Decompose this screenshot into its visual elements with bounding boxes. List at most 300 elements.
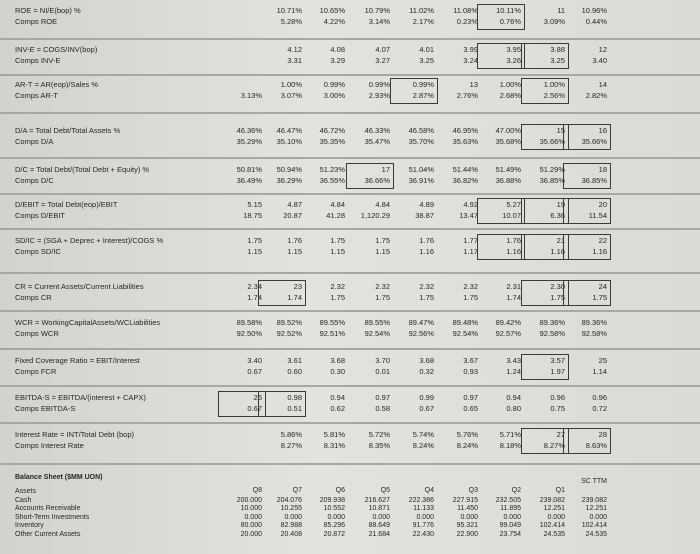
metric-value[interactable]: 50.81% [236,165,262,174]
metric-value[interactable]: 51.49% [495,165,521,174]
metric-value[interactable]: 3.57 [550,356,565,365]
metric-value[interactable]: 46.72% [319,126,345,135]
metric-value[interactable]: 89.52% [276,318,302,327]
metric-value[interactable]: 11 [557,6,565,15]
metric-value[interactable]: 0.99% [412,80,434,89]
comps-value[interactable]: 36.55% [319,176,345,185]
selected-cell-outline[interactable] [477,234,525,260]
metric-value[interactable]: 0.97 [463,393,478,402]
comps-value[interactable]: 92.54% [452,329,478,338]
comps-value[interactable]: 10.07 [502,211,521,220]
comps-value[interactable]: 2.56% [543,91,565,100]
metric-value[interactable]: 11.02% [409,6,434,15]
balance-value[interactable]: 10.255 [280,505,302,513]
balance-value[interactable]: 222.386 [408,496,434,504]
comps-value[interactable]: 36.49% [236,176,262,185]
comps-value[interactable]: 13.47 [459,211,478,220]
metric-value[interactable]: 1.76 [419,236,434,245]
metric-value[interactable]: 46.58% [408,126,434,135]
metric-value[interactable]: 0.99% [323,80,345,89]
balance-value[interactable]: 24.535 [543,531,565,538]
balance-value[interactable]: 10.000 [240,505,262,513]
balance-value[interactable]: 0.000 [503,513,521,521]
metric-value[interactable]: 1.77 [463,236,478,245]
metric-value[interactable]: 1.76 [287,236,302,245]
metric-value[interactable]: 4.89 [419,200,434,209]
metric-value[interactable]: 89.55% [364,318,390,327]
metric-value[interactable]: 3.88 [550,45,565,54]
selected-cell-outline[interactable] [346,163,394,189]
comps-value[interactable]: 8.35% [368,441,390,450]
metric-value[interactable]: 5.74% [412,430,434,439]
comps-value[interactable]: 3.27 [375,56,390,65]
metric-value[interactable]: 11.08% [453,6,478,15]
comps-value[interactable]: 92.54% [364,329,390,338]
comps-value[interactable]: 1.15 [287,247,302,256]
metric-value[interactable]: 10.71% [276,6,302,15]
comps-value[interactable]: 1.75 [330,293,345,302]
balance-value[interactable]: 20.000 [240,531,262,538]
metric-value[interactable]: 5.81% [323,430,345,439]
metric-value[interactable]: 50.94% [276,165,302,174]
selected-cell-outline[interactable] [258,391,306,417]
comps-value[interactable]: 92.57% [495,329,521,338]
balance-value[interactable]: 10.552 [323,505,345,513]
balance-value[interactable]: 0.000 [416,513,434,521]
comps-value[interactable]: 36.85% [539,176,565,185]
comps-value[interactable]: 1.15 [375,247,390,256]
comps-value[interactable]: 35.68% [495,137,521,146]
comps-value[interactable]: 0.60 [287,367,302,376]
comps-value[interactable]: 4.22% [323,17,345,26]
metric-value[interactable]: 0.99% [368,80,390,89]
balance-value[interactable]: 11.895 [500,505,521,513]
metric-value[interactable]: 10.79% [364,6,390,15]
column-header: Q8 [252,487,262,494]
metric-value[interactable]: 1.76 [506,236,521,245]
metric-value[interactable]: 18 [598,165,607,174]
comps-label: Comps AR-T [15,91,58,100]
metric-value[interactable]: 10.96% [581,6,607,15]
metric-value[interactable]: 5.72% [368,430,390,439]
selected-cell-outline[interactable] [521,280,569,306]
comps-value[interactable]: 1.75 [550,293,565,302]
balance-value[interactable]: 85.296 [323,522,345,530]
metric-value[interactable]: 1.00% [543,80,565,89]
comps-value[interactable]: 2.68% [499,91,521,100]
metric-value[interactable]: 4.12 [287,45,302,54]
metric-value[interactable]: 4.84 [330,200,345,209]
comps-value[interactable]: 0.32 [419,367,434,376]
comps-value[interactable]: 1,120.29 [360,211,390,220]
comps-value[interactable]: 1.16 [506,247,521,256]
row-divider [0,422,700,424]
metric-value[interactable]: 1.75 [375,236,390,245]
balance-value[interactable]: 12.251 [585,505,607,513]
balance-value[interactable]: 0.000 [244,513,262,521]
balance-value[interactable]: 227.915 [452,496,478,504]
comps-value[interactable]: 36.29% [276,176,302,185]
balance-value[interactable]: 11.450 [457,505,478,513]
balance-value[interactable]: 82.988 [280,522,302,530]
comps-value[interactable]: 35.35% [319,137,345,146]
comps-value[interactable]: 1.75 [419,293,434,302]
metric-value[interactable]: 10.11% [496,6,521,15]
metric-value[interactable]: 89.36% [581,318,607,327]
metric-value[interactable]: 89.36% [539,318,565,327]
comps-value[interactable]: 0.58 [375,404,390,413]
balance-sheet-title: Balance Sheet ($MM UON) [15,474,103,481]
selected-cell-outline[interactable] [390,78,438,104]
metric-value[interactable]: 4.87 [287,200,302,209]
comps-value[interactable]: 0.75 [550,404,565,413]
balance-value[interactable]: 209.938 [319,496,345,504]
comps-value[interactable]: 0.30 [330,367,345,376]
comps-value[interactable]: 35.10% [276,137,302,146]
balance-value[interactable]: 102.414 [539,522,565,530]
metric-value[interactable]: 3.68 [330,356,345,365]
metric-value[interactable]: 51.04% [408,165,434,174]
comps-value[interactable]: 1.74 [287,293,302,302]
comps-value[interactable]: 2.87% [412,91,434,100]
selected-cell-outline[interactable] [563,234,611,260]
comps-value[interactable]: 1.14 [592,367,607,376]
metric-value[interactable]: 0.99 [419,393,434,402]
metric-value[interactable]: 0.97 [375,393,390,402]
selected-cell-outline[interactable] [477,198,525,224]
metric-value[interactable]: 3.68 [419,356,434,365]
balance-value[interactable]: 20.872 [323,531,345,538]
balance-value[interactable]: 204.076 [276,496,302,504]
comps-value[interactable]: 3.09% [543,17,565,26]
metric-value[interactable]: 12 [598,45,607,54]
selected-cell-outline[interactable] [521,124,569,150]
comps-value[interactable]: 3.00% [323,91,345,100]
comps-value[interactable]: 0.93 [463,367,478,376]
balance-value[interactable]: 22.900 [456,531,478,538]
metric-value[interactable]: 4.07 [375,45,390,54]
balance-value[interactable]: 24.535 [585,531,607,538]
balance-value[interactable]: 232.505 [495,496,521,504]
comps-value[interactable]: 3.26 [506,56,521,65]
metric-value[interactable]: 89.58% [236,318,262,327]
metric-label: ROE = NI/E(bop) % [15,6,81,15]
metric-value[interactable]: 27 [556,430,565,439]
comps-value[interactable]: 92.58% [581,329,607,338]
comps-value[interactable]: 1.74 [247,293,262,302]
balance-value[interactable]: 0.000 [460,513,478,521]
metric-value[interactable]: 89.48% [452,318,478,327]
metric-value[interactable]: 22 [598,236,607,245]
comps-value[interactable]: 92.58% [539,329,565,338]
metric-label: SD/IC = (SGA + Deprec + Interest)/COGS % [15,236,164,245]
selected-cell-outline[interactable] [563,280,611,306]
comps-value[interactable]: 36.88% [495,176,521,185]
comps-value[interactable]: 35.29% [236,137,262,146]
metric-value[interactable]: 26 [253,393,262,402]
metric-value[interactable]: 28 [598,430,607,439]
comps-value[interactable]: 3.24 [463,56,478,65]
balance-value[interactable]: 0.000 [284,513,302,521]
comps-value[interactable]: 36.66% [364,176,390,185]
metric-value[interactable]: 4.01 [419,45,434,54]
metric-value[interactable]: 1.75 [247,236,262,245]
selected-cell-outline[interactable] [477,43,525,69]
comps-value[interactable]: 35.66% [539,137,565,146]
metric-value[interactable]: 2.32 [375,282,390,291]
balance-row-label: Short-Term Investments [15,513,90,521]
balance-value[interactable]: 23.754 [499,531,521,538]
comps-value[interactable]: 35.70% [408,137,434,146]
metric-value[interactable]: 2.31 [506,282,521,291]
comps-value[interactable]: 8.27% [280,441,302,450]
metric-label: Fixed Coverage Ratio = EBIT/Interest [15,356,140,365]
comps-value[interactable]: 35.63% [452,137,478,146]
metric-value[interactable]: 24 [598,282,607,291]
metric-value[interactable]: 3.61 [287,356,302,365]
comps-value[interactable]: 92.52% [276,329,302,338]
comps-value[interactable]: 3.25 [419,56,434,65]
comps-value[interactable]: 35.47% [364,137,390,146]
metric-value[interactable]: 25 [598,356,607,365]
selected-cell-outline[interactable] [258,280,306,306]
balance-value[interactable]: 80.000 [240,522,262,530]
row-divider [0,193,700,195]
selected-cell-outline[interactable] [563,428,611,454]
metric-value[interactable]: 46.36% [236,126,262,135]
comps-value[interactable]: 1.15 [330,247,345,256]
comps-value[interactable]: 36.85% [581,176,607,185]
metric-value[interactable]: 2.30 [550,282,565,291]
metric-value[interactable]: 15 [556,126,565,135]
column-header: Q7 [292,487,302,494]
metric-value[interactable]: 2.32 [419,282,434,291]
metric-value[interactable]: 3.67 [463,356,478,365]
comps-label: Comps EBITDA-S [15,404,76,413]
metric-value[interactable]: 3.43 [506,356,521,365]
comps-value[interactable]: 1.16 [592,247,607,256]
selected-cell-outline[interactable] [477,4,525,30]
metric-value[interactable]: 89.55% [319,318,345,327]
metric-value[interactable]: 5.86% [280,430,302,439]
comps-value[interactable]: 1.75 [375,293,390,302]
comps-value[interactable]: 0.62 [330,404,345,413]
metric-value[interactable]: 14 [598,80,607,89]
comps-value[interactable]: 3.25 [550,56,565,65]
comps-value[interactable]: 36.91% [408,176,434,185]
comps-value[interactable]: 8.24% [456,441,478,450]
selected-cell-outline[interactable] [563,198,611,224]
comps-value[interactable]: 0.67 [247,404,262,413]
comps-value[interactable]: 1.15 [247,247,262,256]
balance-value[interactable]: 0.000 [327,513,345,521]
metric-value[interactable]: 46.47% [276,126,302,135]
selected-cell-outline[interactable] [521,43,569,69]
comps-value[interactable]: 3.29 [330,56,345,65]
comps-value[interactable]: 1.75 [463,293,478,302]
metric-value[interactable]: 3.99 [463,45,478,54]
comps-value[interactable]: 2.76% [456,91,478,100]
metric-value[interactable]: 21 [556,236,565,245]
metric-value[interactable]: 46.33% [364,126,390,135]
selected-cell-outline[interactable] [563,163,611,189]
row-divider [0,348,700,350]
comps-value[interactable]: 36.82% [452,176,478,185]
comps-value[interactable]: 0.76% [499,17,521,26]
comps-value[interactable]: 3.13% [240,91,262,100]
selected-cell-outline[interactable] [521,78,569,104]
metric-value[interactable]: 17 [381,165,390,174]
comps-value[interactable]: 0.67 [247,367,262,376]
metric-label: WCR = WorkingCapitalAssets/WCLiabilities [15,318,161,327]
comps-value[interactable]: 8.24% [412,441,434,450]
comps-value[interactable]: 3.07% [280,91,302,100]
metric-value[interactable]: 2.32 [463,282,478,291]
metric-value[interactable]: 16 [598,126,607,135]
metric-value[interactable]: 0.98 [287,393,302,402]
comps-value[interactable]: 8.18% [499,441,521,450]
comps-value[interactable]: 20.87 [283,211,302,220]
metric-value[interactable]: 3.40 [247,356,262,365]
comps-value[interactable]: 1.17 [463,247,478,256]
balance-value[interactable]: 0.000 [372,513,390,521]
metric-value[interactable]: 23 [293,282,302,291]
metric-value[interactable]: 10.65% [319,6,345,15]
metric-value[interactable]: 89.47% [408,318,434,327]
metric-value[interactable]: 5.71% [499,430,521,439]
comps-value[interactable]: 1.16 [550,247,565,256]
row-divider [0,38,700,40]
metric-value[interactable]: 4.84 [375,200,390,209]
balance-value[interactable]: 239.082 [539,496,565,504]
metric-value[interactable]: 1.75 [330,236,345,245]
comps-value[interactable]: 0.72 [592,404,607,413]
metric-value[interactable]: 4.08 [330,45,345,54]
metric-value[interactable]: 19 [556,200,565,209]
comps-value[interactable]: 1.24 [506,367,521,376]
balance-value[interactable]: 10.871 [368,505,390,513]
comps-value[interactable]: 92.50% [236,329,262,338]
balance-value[interactable]: 11.133 [413,505,434,513]
comps-value[interactable]: 41.28 [326,211,345,220]
comps-value[interactable]: 35.66% [581,137,607,146]
comps-value[interactable]: 11.54 [588,211,607,220]
comps-value[interactable]: 1.74 [506,293,521,302]
balance-value[interactable]: 95.321 [456,522,478,530]
balance-value[interactable]: 239.082 [581,496,607,504]
metric-value[interactable]: 51.44% [452,165,478,174]
metric-value[interactable]: 1.00% [280,80,302,89]
selected-cell-outline[interactable] [521,354,569,380]
comps-value[interactable]: 38.87 [415,211,434,220]
comps-value[interactable]: 2.17% [412,17,434,26]
metric-value[interactable]: 0.94 [330,393,345,402]
comps-value[interactable]: 1.97 [550,367,565,376]
comps-value[interactable]: 92.51% [319,329,345,338]
metric-value[interactable]: 3.95 [506,45,521,54]
comps-value[interactable]: 8.63% [585,441,607,450]
comps-value[interactable]: 0.67 [419,404,434,413]
metric-value[interactable]: 51.29% [539,165,565,174]
metric-label: D/A = Total Debt/Total Assets % [15,126,121,135]
metric-value[interactable]: 3.70 [375,356,390,365]
metric-value[interactable]: 0.94 [506,393,521,402]
metric-value[interactable]: 5.27 [506,200,521,209]
comps-value[interactable]: 1.16 [419,247,434,256]
balance-value[interactable]: 102.414 [581,522,607,530]
row-divider [0,228,700,230]
row-divider [0,157,700,159]
metric-value[interactable]: 46.95% [452,126,478,135]
balance-value[interactable]: 88.649 [368,522,390,530]
comps-value[interactable]: 0.51 [287,404,302,413]
metric-value[interactable]: 20 [598,200,607,209]
balance-value[interactable]: 12.251 [543,505,565,513]
selected-cell-outline[interactable] [521,428,569,454]
comps-value[interactable]: 3.40 [592,56,607,65]
metric-value[interactable]: 5.15 [247,200,262,209]
comps-value[interactable]: 0.44% [585,17,607,26]
balance-value[interactable]: 0.000 [589,513,607,521]
metric-value[interactable]: 2.32 [330,282,345,291]
balance-row-label: Accounts Receivable [15,505,81,513]
comps-value[interactable]: 5.28% [280,17,302,26]
selected-cell-outline[interactable] [563,124,611,150]
comps-label: Comps CR [15,293,52,302]
balance-value[interactable]: 22.430 [412,531,434,538]
balance-value[interactable]: 99.049 [499,522,521,530]
column-header: Q3 [468,487,478,494]
comps-value[interactable]: 0.80 [506,404,521,413]
balance-value[interactable]: 21.684 [368,531,390,538]
balance-value[interactable]: 20.408 [280,531,302,538]
row-divider [0,310,700,312]
comps-value[interactable]: 2.82% [585,91,607,100]
comps-value[interactable]: 6.36 [550,211,565,220]
row-divider [0,74,700,76]
comps-value[interactable]: 8.27% [543,441,565,450]
comps-value[interactable]: 8.31% [323,441,345,450]
comps-value[interactable]: 92.56% [408,329,434,338]
balance-value[interactable]: 0.000 [547,513,565,521]
metric-value[interactable]: 4.92 [463,200,478,209]
comps-value[interactable]: 2.93% [368,91,390,100]
selected-cell-outline[interactable] [521,198,569,224]
comps-value[interactable]: 18.75 [243,211,262,220]
balance-value[interactable]: 216.627 [364,496,390,504]
metric-value[interactable]: 0.96 [550,393,565,402]
balance-value[interactable]: 200.000 [236,496,262,504]
metric-label: EBITDA-S = EBITDA/(interest + CAPX) [15,393,146,402]
metric-value[interactable]: 5.76% [456,430,478,439]
selected-cell-outline[interactable] [521,234,569,260]
metric-value[interactable]: 51.23% [319,165,345,174]
comps-value[interactable]: 0.01 [375,367,390,376]
comps-value[interactable]: 3.14% [368,17,390,26]
metric-value[interactable]: 2.34 [247,282,262,291]
comps-value[interactable]: 0.23% [456,17,478,26]
balance-value[interactable]: 91.776 [412,522,434,530]
metric-value[interactable]: 0.96 [592,393,607,402]
comps-value[interactable]: 3.31 [287,56,302,65]
comps-value[interactable]: 1.75 [592,293,607,302]
row-divider [0,272,700,274]
comps-value[interactable]: 0.65 [463,404,478,413]
metric-value[interactable]: 47.00% [495,126,521,135]
metric-value[interactable]: 89.42% [495,318,521,327]
metric-value[interactable]: 1.00% [499,80,521,89]
metric-value[interactable]: 13 [469,80,478,89]
